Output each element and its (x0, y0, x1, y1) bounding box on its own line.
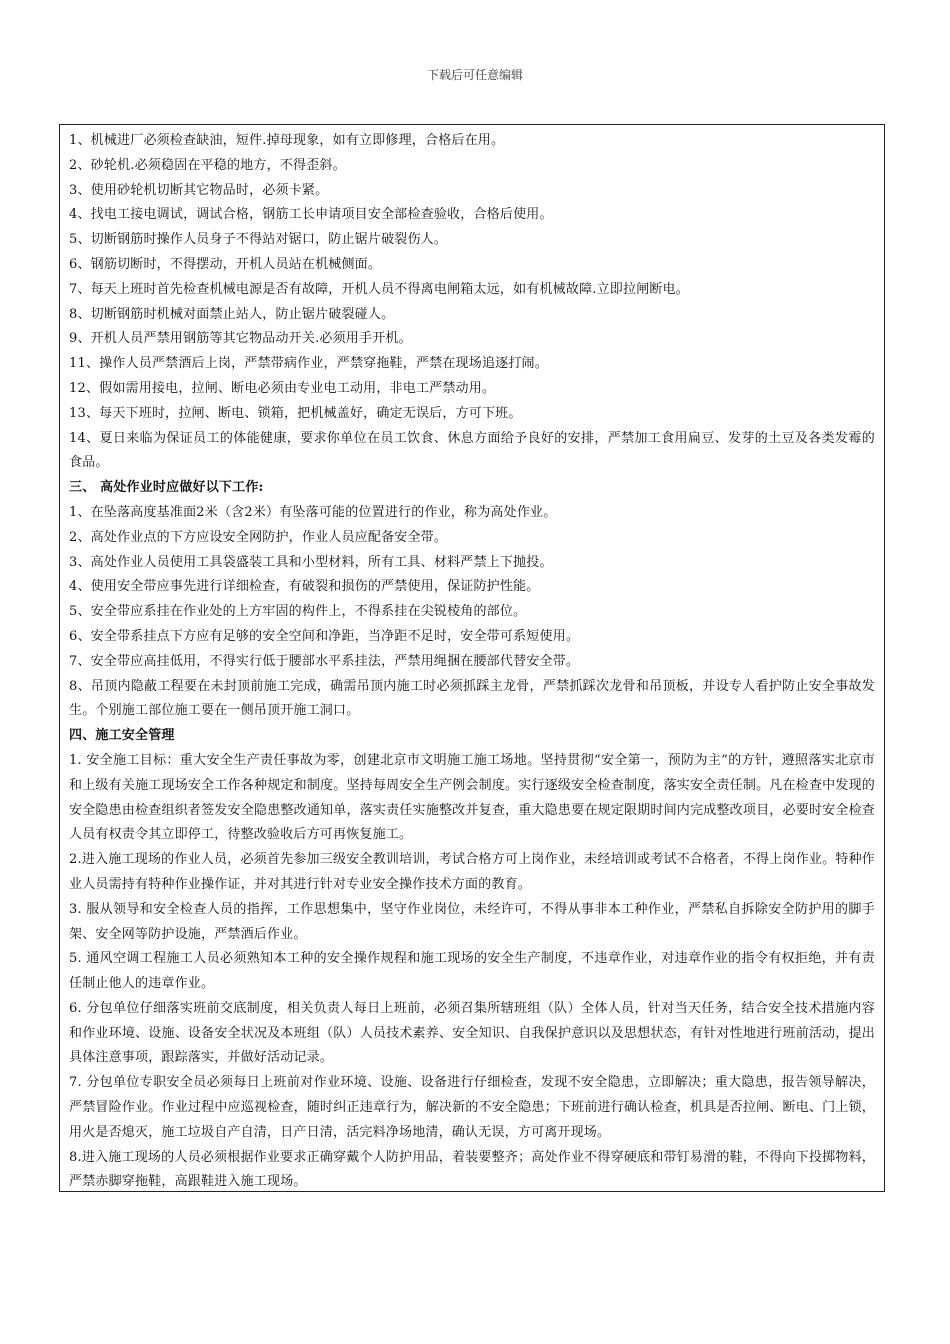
list-item: 1、在坠落高度基准面2米（含2米）有坠落可能的位置进行的作业，称为高处作业。 (69, 504, 557, 520)
list-item: 8、吊顶内隐蔽工程要在未封顶前施工完成，确需吊顶内施工时必须抓踩主龙骨，严禁抓踩次龙骨和吊顶板，并设专人看护防止安全事故发生。个别施工部位施工要在一侧吊顶开施工洞口。 (69, 678, 875, 719)
list-item: 2、砂轮机.必须稳固在平稳的地方，不得歪斜。 (69, 157, 346, 173)
list-item: 8、切断钢筋时机械对面禁止站人，防止锯片破裂碰人。 (69, 306, 395, 322)
list-item: 13、每天下班时，拉闸、断电、锁箱，把机械盖好，确定无误后，方可下班。 (69, 405, 522, 421)
list-item: 11、操作人员严禁酒后上岗，严禁带病作业，严禁穿拖鞋，严禁在现场追逐打闹。 (69, 356, 548, 372)
list-item: 8.进入施工现场的人员必须根据作业要求正确穿戴个人防护用品，着装要整齐；高处作业不得穿硬底和带钉易滑的鞋，不得向下投掷物料，严禁赤脚穿拖鞋，高跟鞋进入施工现场。 (69, 1149, 875, 1190)
list-item: 14、夏日来临为保证员工的体能健康，要求你单位在员工饮食、休息方面给予良好的安排，严禁加工食用扁豆、发芽的土豆及各类发霉的食品。 (69, 430, 875, 471)
list-item: 3、使用砂轮机切断其它物品时，必须卡紧。 (69, 182, 329, 198)
list-item: 6、钢筋切断时，不得摆动，开机人员站在机械侧面。 (69, 256, 382, 272)
list-item: 1、机械进厂必须检查缺油，短件.掉母现象，如有立即修理，合格后在用。 (69, 133, 505, 148)
list-item: 7、每天上班时首先检查机械电源是否有故障，开机人员不得离电闸箱太远，如有机械故障.立即拉闸断电。 (69, 281, 690, 297)
content-box (59, 124, 885, 1192)
list-item: 6. 分包单位仔细落实班前交底制度，相关负责人每日上班前，必须召集所辖班组（队）全体人员，针对当天任务，结合安全技术措施内容和作业环境、设施、设备安全状况及本班组（队）人员技术素养、安全知识、自我保护意识以及思想状态，有针对性地进行班前活动，提出具体注意事项，跟踪落实，并做好活动记录。 (69, 1000, 875, 1066)
list-item: 5. 通风空调工程施工人员必须熟知本工种的安全操作规程和施工现场的安全生产制度，不违章作业，对违章作业的指令有权拒绝，并有责任制止他人的违章作业。 (69, 951, 875, 992)
list-item: 9、开机人员严禁用钢筋等其它物品动开关.必须用手开机。 (69, 331, 412, 347)
list-item: 5、切断钢筋时操作人员身子不得站对锯口，防止锯片破裂伤人。 (69, 232, 448, 248)
list-item: 4、找电工接电调试，调试合格，钢筋工长申请项目安全部检查验收，合格后使用。 (69, 207, 553, 223)
list-item: 7、安全带应高挂低用，不得实行低于腰部水平系挂法，严禁用绳捆在腰部代替安全带。 (69, 653, 580, 669)
list-item: 5、安全带应系挂在作业处的上方牢固的构件上，不得系挂在尖锐棱角的部位。 (69, 604, 527, 620)
list-item: 6、安全带系挂点下方应有足够的安全空间和净距，当净距不足时，安全带可系短使用。 (69, 628, 580, 644)
list-item: 1. 安全施工目标：重大安全生产责任事故为零，创建北京市文明施工施工场地。坚持贯彻“安全第一，预防为主”的方针，遵照落实北京市和上级有关施工现场安全工作各种规定和制度。坚持每周安全生产例会制度。实行逐级安全检查制度，落实安全责任制。凡在检查中发现的安全隐患由检查组织者签发安全隐患整改通知单，落实责任实施整改并复查，重大隐患要在规定限期时间内完成整改项目，必要时安全检查人员有权责令其立即停工，待整改验收后方可再恢复施工。 (69, 752, 875, 843)
section-heading: 四、施工安全管理 (69, 728, 175, 744)
list-item: 3. 服从领导和安全检查人员的指挥，工作思想集中，坚守作业岗位，未经许可，不得从事非本工种作业，严禁私自拆除安全防护用的脚手架、安全网等防护设施，严禁酒后作业。 (69, 901, 875, 942)
list-item: 3、高处作业人员使用工具袋盛装工具和小型材料，所有工具、材料严禁上下抛投。 (69, 554, 553, 570)
list-item: 4、使用安全带应事先进行详细检查，有破裂和损伤的严禁使用，保证防护性能。 (69, 579, 540, 595)
list-item: 2、高处作业点的下方应设安全网防护，作业人员应配备安全带。 (69, 529, 448, 545)
page-header: 下载后可任意编辑 (426, 68, 523, 82)
section-heading: 三、 高处作业时应做好以下工作: (69, 480, 264, 496)
list-item: 12、假如需用接电，拉闸、断电必须由专业电工动用，非电工严禁动用。 (69, 380, 496, 396)
list-item: 2.进入施工现场的作业人员，必须首先参加三级安全教训培训，考试合格方可上岗作业，未经培训或考试不合格者，不得上岗作业。特种作业人员需持有特种作业操作证，并对其进行针对专业安全操作技术方面的教育。 (69, 852, 875, 892)
list-item: 7. 分包单位专职安全员必须每日上班前对作业环境、设施、设备进行仔细检查，发现不安全隐患，立即解决；重大隐患，报告领导解决，严禁冒险作业。作业过程中应巡视检查，随时纠正违章行为，解决新的不安全隐患；下班前进行确认检查，机具是否拉闸、断电、门上锁，用火是否熄灭，施工垃圾自产自清，日产日清，活完料净场地清，确认无误，方可离开现场。 (69, 1075, 875, 1140)
